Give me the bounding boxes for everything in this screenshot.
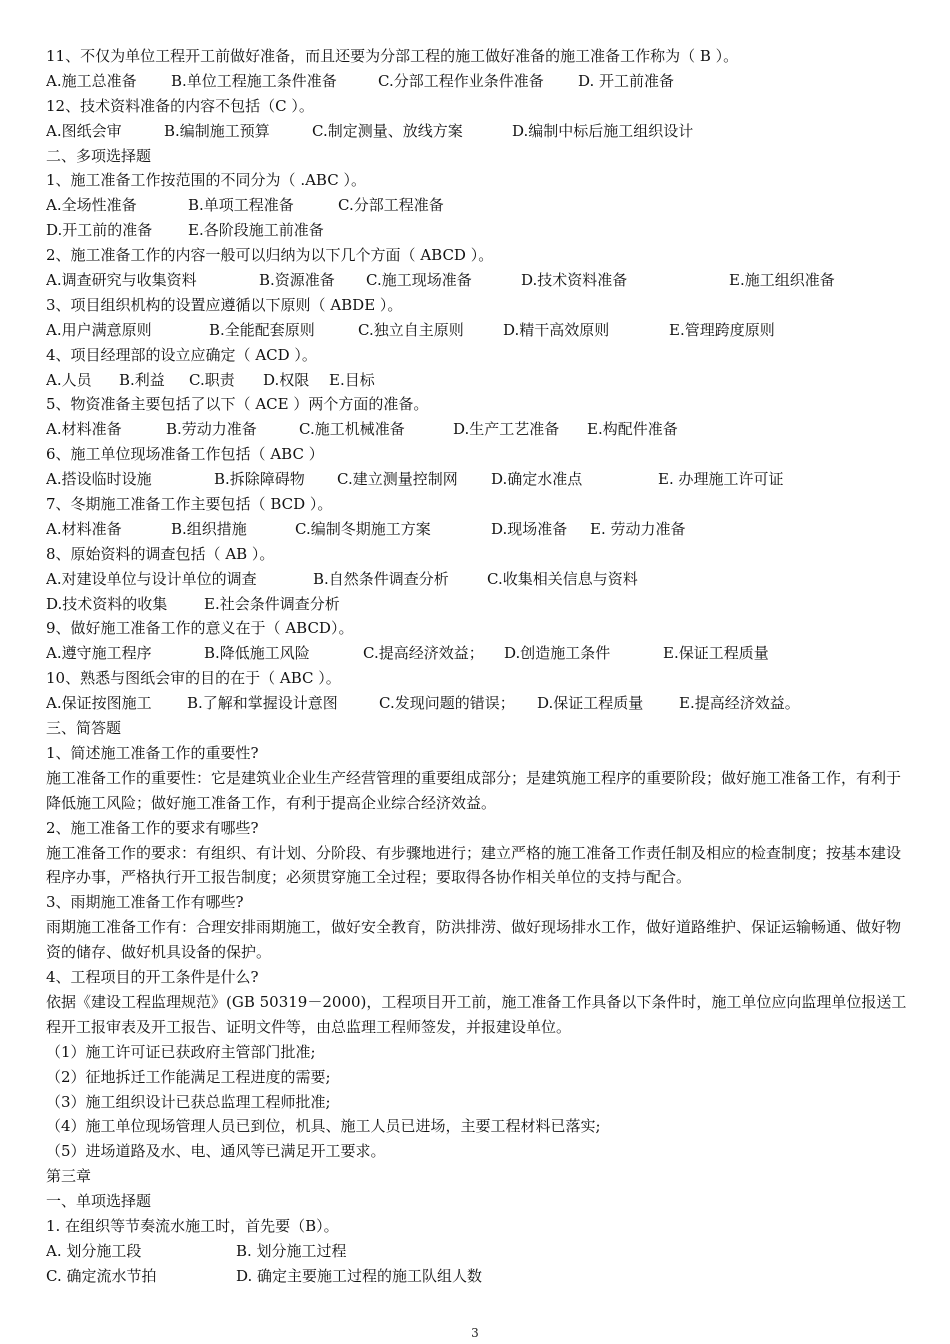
option-item: A.施工总准备 — [46, 71, 137, 90]
option-item: A.调查研究与收集资料 — [46, 271, 197, 290]
options-row — [46, 691, 908, 716]
option-item: E.管理跨度原则 — [669, 320, 775, 339]
text-line: （3）施工组织设计已获总监理工程师批准; — [46, 1092, 331, 1111]
text-line: （1）施工许可证已获政府主管部门批准; — [46, 1042, 316, 1061]
option-item: A.保证按图施工 — [46, 694, 152, 713]
text-line: （5）进场道路及水、电、通风等已满足开工要求。 — [46, 1142, 386, 1161]
option-item: B.编制施工预算 — [164, 121, 270, 140]
option-item: A.全场性准备 — [46, 196, 137, 215]
document-page — [46, 44, 908, 1289]
option-item: D.编制中标后施工组织设计 — [512, 121, 694, 140]
option-item: B.单项工程准备 — [188, 196, 294, 215]
text-line: 1、施工准备工作按范围的不同分为（ .ABC ）。 — [46, 171, 366, 190]
option-item: C.施工机械准备 — [299, 420, 405, 439]
option-item: A.材料准备 — [46, 420, 122, 439]
option-item: B.单位工程施工条件准备 — [171, 71, 337, 90]
option-item: E. 办理施工许可证 — [658, 470, 784, 489]
answer-paragraph: 依据《建设工程监理规范》(GB 50319－2000)，工程项目开工前，施工准备工作具备以下条件时，施工单位应向监理单位报送工程开工报审表及开工报告、证明文件等，由总监理工程师签发，并报建设单位。 — [46, 992, 907, 1036]
option-item: D. 确定主要施工过程的施工队组人数 — [236, 1266, 483, 1285]
text-line: 二、多项选择题 — [46, 146, 152, 165]
text-line: 1. 在组织等节奏流水施工时，首先要（B）。 — [46, 1216, 339, 1235]
options-row — [46, 218, 908, 243]
option-item: C.独立自主原则 — [358, 320, 464, 339]
options-row — [46, 1239, 908, 1264]
option-item: B.拆除障碍物 — [214, 470, 305, 489]
option-item: A.材料准备 — [46, 519, 122, 538]
option-item: C.收集相关信息与资料 — [487, 569, 638, 588]
option-item: E.提高经济效益。 — [679, 694, 800, 713]
option-item: D.精干高效原则 — [503, 320, 610, 339]
option-item: C.发现问题的错误； — [379, 694, 515, 713]
option-item: B.降低施工风险 — [204, 644, 310, 663]
option-item: B.组织措施 — [171, 519, 247, 538]
option-item: C.职责 — [189, 370, 235, 389]
option-item: E. 劳动力准备 — [590, 519, 686, 538]
option-item: C.分部工程作业条件准备 — [378, 71, 544, 90]
options-row — [46, 592, 908, 617]
answer-paragraph: 施工准备工作的要求：有组织、有计划、分阶段、有步骤地进行；建立严格的施工准备工作责任制及相应的检查制度；按基本建设程序办事，严格执行开工报告制度；必须贯穿施工全过程；要取得各协作相关单位的支持与配合。 — [46, 843, 902, 887]
option-item: E.社会条件调查分析 — [204, 594, 340, 613]
text-line: 1、简述施工准备工作的重要性? — [46, 743, 259, 762]
text-line: 4、项目经理部的设立应确定（ ACD ）。 — [46, 345, 317, 364]
option-item: C.施工现场准备 — [366, 271, 472, 290]
option-item: C.编制冬期施工方案 — [295, 519, 431, 538]
text-line: 12、技术资料准备的内容不包括（C ）。 — [46, 96, 314, 115]
options-row — [46, 417, 908, 442]
option-item: B.利益 — [119, 370, 165, 389]
options-row — [46, 318, 908, 343]
options-row — [46, 119, 908, 144]
option-item: A.搭设临时设施 — [46, 470, 152, 489]
text-line: 3、雨期施工准备工作有哪些? — [46, 893, 244, 912]
options-row — [46, 641, 908, 666]
options-row — [46, 69, 908, 94]
options-row — [46, 567, 908, 592]
text-line: 6、施工单位现场准备工作包括（ ABC ） — [46, 445, 324, 464]
option-item: B.了解和掌握设计意图 — [187, 694, 338, 713]
text-line: 8、原始资料的调查包括（ AB ）。 — [46, 544, 275, 563]
text-line: 3、项目组织机构的设置应遵循以下原则（ ABDE ）。 — [46, 295, 403, 314]
text-line: 第三章 — [46, 1167, 92, 1186]
text-line: 9、做好施工准备工作的意义在于（ ABCD）。 — [46, 619, 354, 638]
option-item: E.施工组织准备 — [729, 271, 835, 290]
text-line: 三、简答题 — [46, 719, 122, 738]
option-item: C. 确定流水节拍 — [46, 1266, 157, 1285]
options-row — [46, 1264, 908, 1289]
option-item: C.制定测量、放线方案 — [312, 121, 463, 140]
page-number: 3 — [471, 1326, 479, 1340]
text-line: 5、物资准备主要包括了以下（ ACE ）两个方面的准备。 — [46, 395, 429, 414]
text-line: 2、施工准备工作的内容一般可以归纳为以下几个方面（ ABCD ）。 — [46, 246, 494, 265]
option-item: E.构配件准备 — [587, 420, 678, 439]
option-item: E.目标 — [329, 370, 375, 389]
option-item: A.遵守施工程序 — [46, 644, 152, 663]
option-item: C.提高经济效益； — [363, 644, 484, 663]
option-item: D. 开工前准备 — [578, 71, 675, 90]
option-item: D.开工前的准备 — [46, 221, 153, 240]
text-line: 4、工程项目的开工条件是什么? — [46, 968, 259, 987]
option-item: B.资源准备 — [259, 271, 335, 290]
text-line: 2、施工准备工作的要求有哪些? — [46, 818, 259, 837]
answer-paragraph: 施工准备工作的重要性：它是建筑业企业生产经营管理的重要组成部分；是建筑施工程序的重要阶段；做好施工准备工作，有利于降低施工风险；做好施工准备工作，有利于提高企业综合经济效益。 — [46, 768, 902, 812]
text-line: 一、单项选择题 — [46, 1192, 152, 1211]
option-item: A. 划分施工段 — [46, 1241, 142, 1260]
option-item: E.各阶段施工前准备 — [188, 221, 324, 240]
option-item: E.保证工程质量 — [663, 644, 769, 663]
option-item: C.建立测量控制网 — [337, 470, 458, 489]
option-item: A.图纸会审 — [46, 121, 122, 140]
option-item: A.对建设单位与设计单位的调查 — [46, 569, 257, 588]
option-item: D.确定水准点 — [491, 470, 583, 489]
text-line: （4）施工单位现场管理人员已到位，机具、施工人员已进场，主要工程材料已落实; — [46, 1117, 601, 1136]
options-row — [46, 517, 908, 542]
option-item: D.创造施工条件 — [504, 644, 611, 663]
option-item: C.分部工程准备 — [338, 196, 444, 215]
option-item: A.人员 — [46, 370, 92, 389]
option-item: B.自然条件调查分析 — [313, 569, 449, 588]
option-item: B.劳动力准备 — [166, 420, 257, 439]
option-item: D.技术资料的收集 — [46, 594, 168, 613]
option-item: B. 划分施工过程 — [236, 1241, 347, 1260]
option-item: D.生产工艺准备 — [453, 420, 560, 439]
option-item: D.现场准备 — [491, 519, 568, 538]
text-line: 10、熟悉与图纸会审的目的在于（ ABC ）。 — [46, 669, 341, 688]
answer-paragraph: 雨期施工准备工作有：合理安排雨期施工，做好安全教育，防洪排涝、做好现场排水工作，做好道路维护、保证运输畅通、做好物资的储存、做好机具设备的保护。 — [46, 918, 902, 962]
options-row — [46, 368, 908, 393]
text-line: 11、不仅为单位工程开工前做好准备，而且还要为分部工程的施工做好准备的施工准备工作称为（ B ）。 — [46, 47, 739, 65]
options-row — [46, 193, 908, 218]
option-item: B.全能配套原则 — [209, 320, 315, 339]
options-row — [46, 467, 908, 492]
text-line: （2）征地拆迁工作能满足工程进度的需要; — [46, 1067, 331, 1086]
option-item: A.用户满意原则 — [46, 320, 152, 339]
option-item: D.保证工程质量 — [537, 694, 644, 713]
option-item: D.技术资料准备 — [521, 271, 628, 290]
option-item: D.权限 — [263, 370, 310, 389]
text-line: 7、冬期施工准备工作主要包括（ BCD ）。 — [46, 495, 333, 514]
options-row — [46, 268, 908, 293]
